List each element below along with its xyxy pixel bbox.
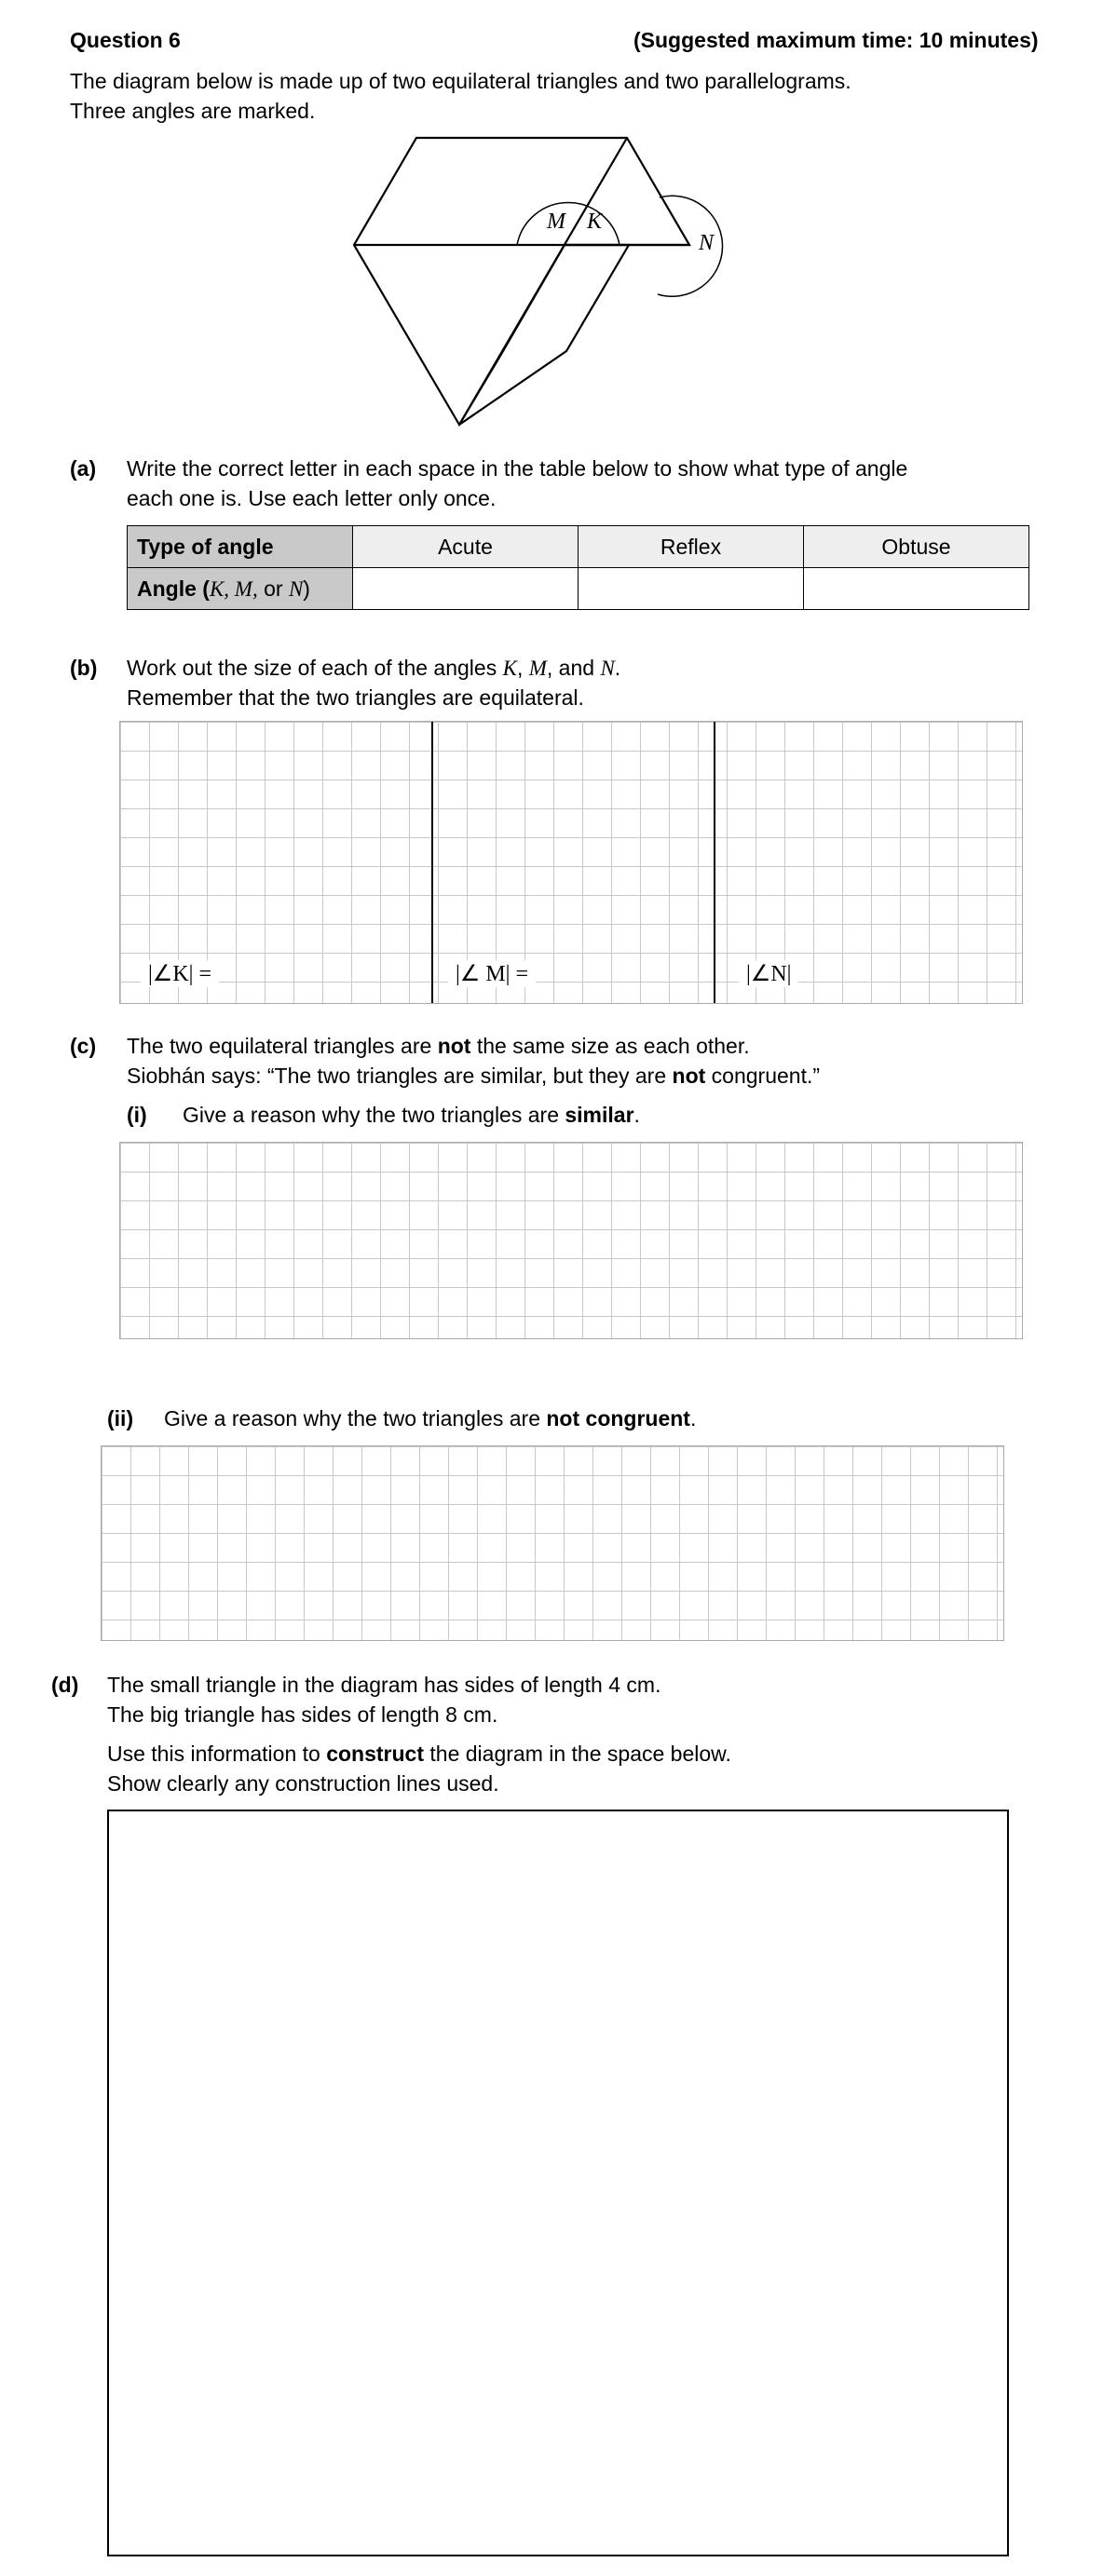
angle-header-text: Angle ( xyxy=(137,576,210,601)
part-a-text-1: Write the correct letter in each space in the table below to show what type of angle xyxy=(127,456,908,481)
col-acute: Acute xyxy=(353,526,579,568)
part-d-line-3-bold: construct xyxy=(326,1742,425,1766)
part-c-ii-pre: Give a reason why the two triangles are xyxy=(164,1406,547,1430)
part-c-i-post: . xyxy=(633,1103,640,1127)
question-title: Question 6 xyxy=(70,28,181,52)
part-c-text-1-post: the same size as each other. xyxy=(470,1034,750,1058)
angle-header-n: N xyxy=(288,576,304,601)
part-c-text-2 xyxy=(127,1064,820,1089)
angle-header-math: K, M, xyxy=(209,576,258,601)
answer-grid-c-ii[interactable] xyxy=(101,1445,1004,1641)
answer-label-n: |∠N| xyxy=(739,960,798,987)
part-b-k: K xyxy=(502,657,517,680)
part-c-i-text xyxy=(183,1103,640,1128)
grid-divider-2 xyxy=(714,722,715,1003)
part-c-text-2-pre: Siobhán says: “The two triangles are similar, but they are xyxy=(127,1064,673,1088)
answer-grid-c-i[interactable] xyxy=(119,1142,1023,1339)
label-k: K xyxy=(587,210,603,234)
part-b-m: M xyxy=(528,657,547,680)
part-c-ii-label: (ii) xyxy=(107,1406,134,1430)
part-b-end: . xyxy=(614,656,621,680)
part-c-text-1-bold: not xyxy=(437,1034,471,1058)
construction-answer-box[interactable] xyxy=(107,1810,1009,2556)
answer-cell-reflex[interactable] xyxy=(579,568,804,610)
part-c-ii-post: . xyxy=(689,1406,697,1430)
part-c-i-pre: Give a reason why the two triangles are xyxy=(183,1103,565,1127)
part-c-ii-text xyxy=(164,1406,696,1431)
part-b-n: N xyxy=(600,657,615,680)
part-c-label: (c) xyxy=(70,1034,97,1058)
part-d-line-3-post: the diagram in the space below. xyxy=(424,1742,731,1766)
part-b-text-pre: Work out the size of each of the angles xyxy=(127,656,503,680)
answer-cell-obtuse[interactable] xyxy=(804,568,1029,610)
part-d-line-3-pre: Use this information to xyxy=(107,1742,327,1766)
label-m: M xyxy=(547,210,565,234)
part-c-i-label: (i) xyxy=(127,1103,147,1127)
part-d-label: (d) xyxy=(51,1673,79,1697)
row-header-angle xyxy=(128,568,353,610)
part-b-sep-2: , and xyxy=(546,656,601,680)
angle-header-close: ) xyxy=(303,576,310,601)
part-b-sep-1: , xyxy=(516,656,529,680)
intro-line-1: The diagram below is made up of two equilateral triangles and two parallelograms. xyxy=(70,69,851,93)
part-a-text-2: each one is. Use each letter only once. xyxy=(127,486,497,510)
part-d-line-3 xyxy=(107,1742,731,1767)
table-row xyxy=(128,568,1029,610)
part-c-text-1 xyxy=(127,1034,750,1059)
part-c-i-bold: similar xyxy=(565,1103,634,1127)
part-a-label: (a) xyxy=(70,456,97,481)
part-c-text-2-bold: not xyxy=(672,1064,706,1088)
part-b-text-1 xyxy=(127,656,620,681)
table-row xyxy=(128,526,1029,568)
part-d-line-4: Show clearly any construction lines used. xyxy=(107,1771,499,1796)
angle-header-or: or xyxy=(257,576,289,601)
col-obtuse: Obtuse xyxy=(804,526,1029,568)
answer-label-k: |∠K| = xyxy=(141,960,219,987)
part-c-ii-bold: not congruent xyxy=(546,1406,690,1430)
label-n: N xyxy=(699,231,715,255)
part-d-line-1: The small triangle in the diagram has sides of length 4 cm. xyxy=(107,1673,661,1697)
answer-grid-b[interactable] xyxy=(119,721,1023,1004)
col-reflex: Reflex xyxy=(579,526,804,568)
intro-line-2: Three angles are marked. xyxy=(70,99,316,123)
part-c-text-2-post: congruent.” xyxy=(705,1064,821,1088)
suggested-time: (Suggested maximum time: 10 minutes) xyxy=(633,28,1039,52)
grid-divider-1 xyxy=(431,722,433,1003)
part-c-text-1-pre: The two equilateral triangles are xyxy=(127,1034,438,1058)
answer-cell-acute[interactable] xyxy=(353,568,579,610)
answer-label-m: |∠ M| = xyxy=(448,960,536,987)
row-header-type: Type of angle xyxy=(128,526,353,568)
angle-type-table xyxy=(127,525,1029,610)
part-b-label: (b) xyxy=(70,656,98,680)
part-d-line-2: The big triangle has sides of length 8 cm. xyxy=(107,1702,498,1727)
part-b-text-2: Remember that the two triangles are equilateral. xyxy=(127,685,584,710)
